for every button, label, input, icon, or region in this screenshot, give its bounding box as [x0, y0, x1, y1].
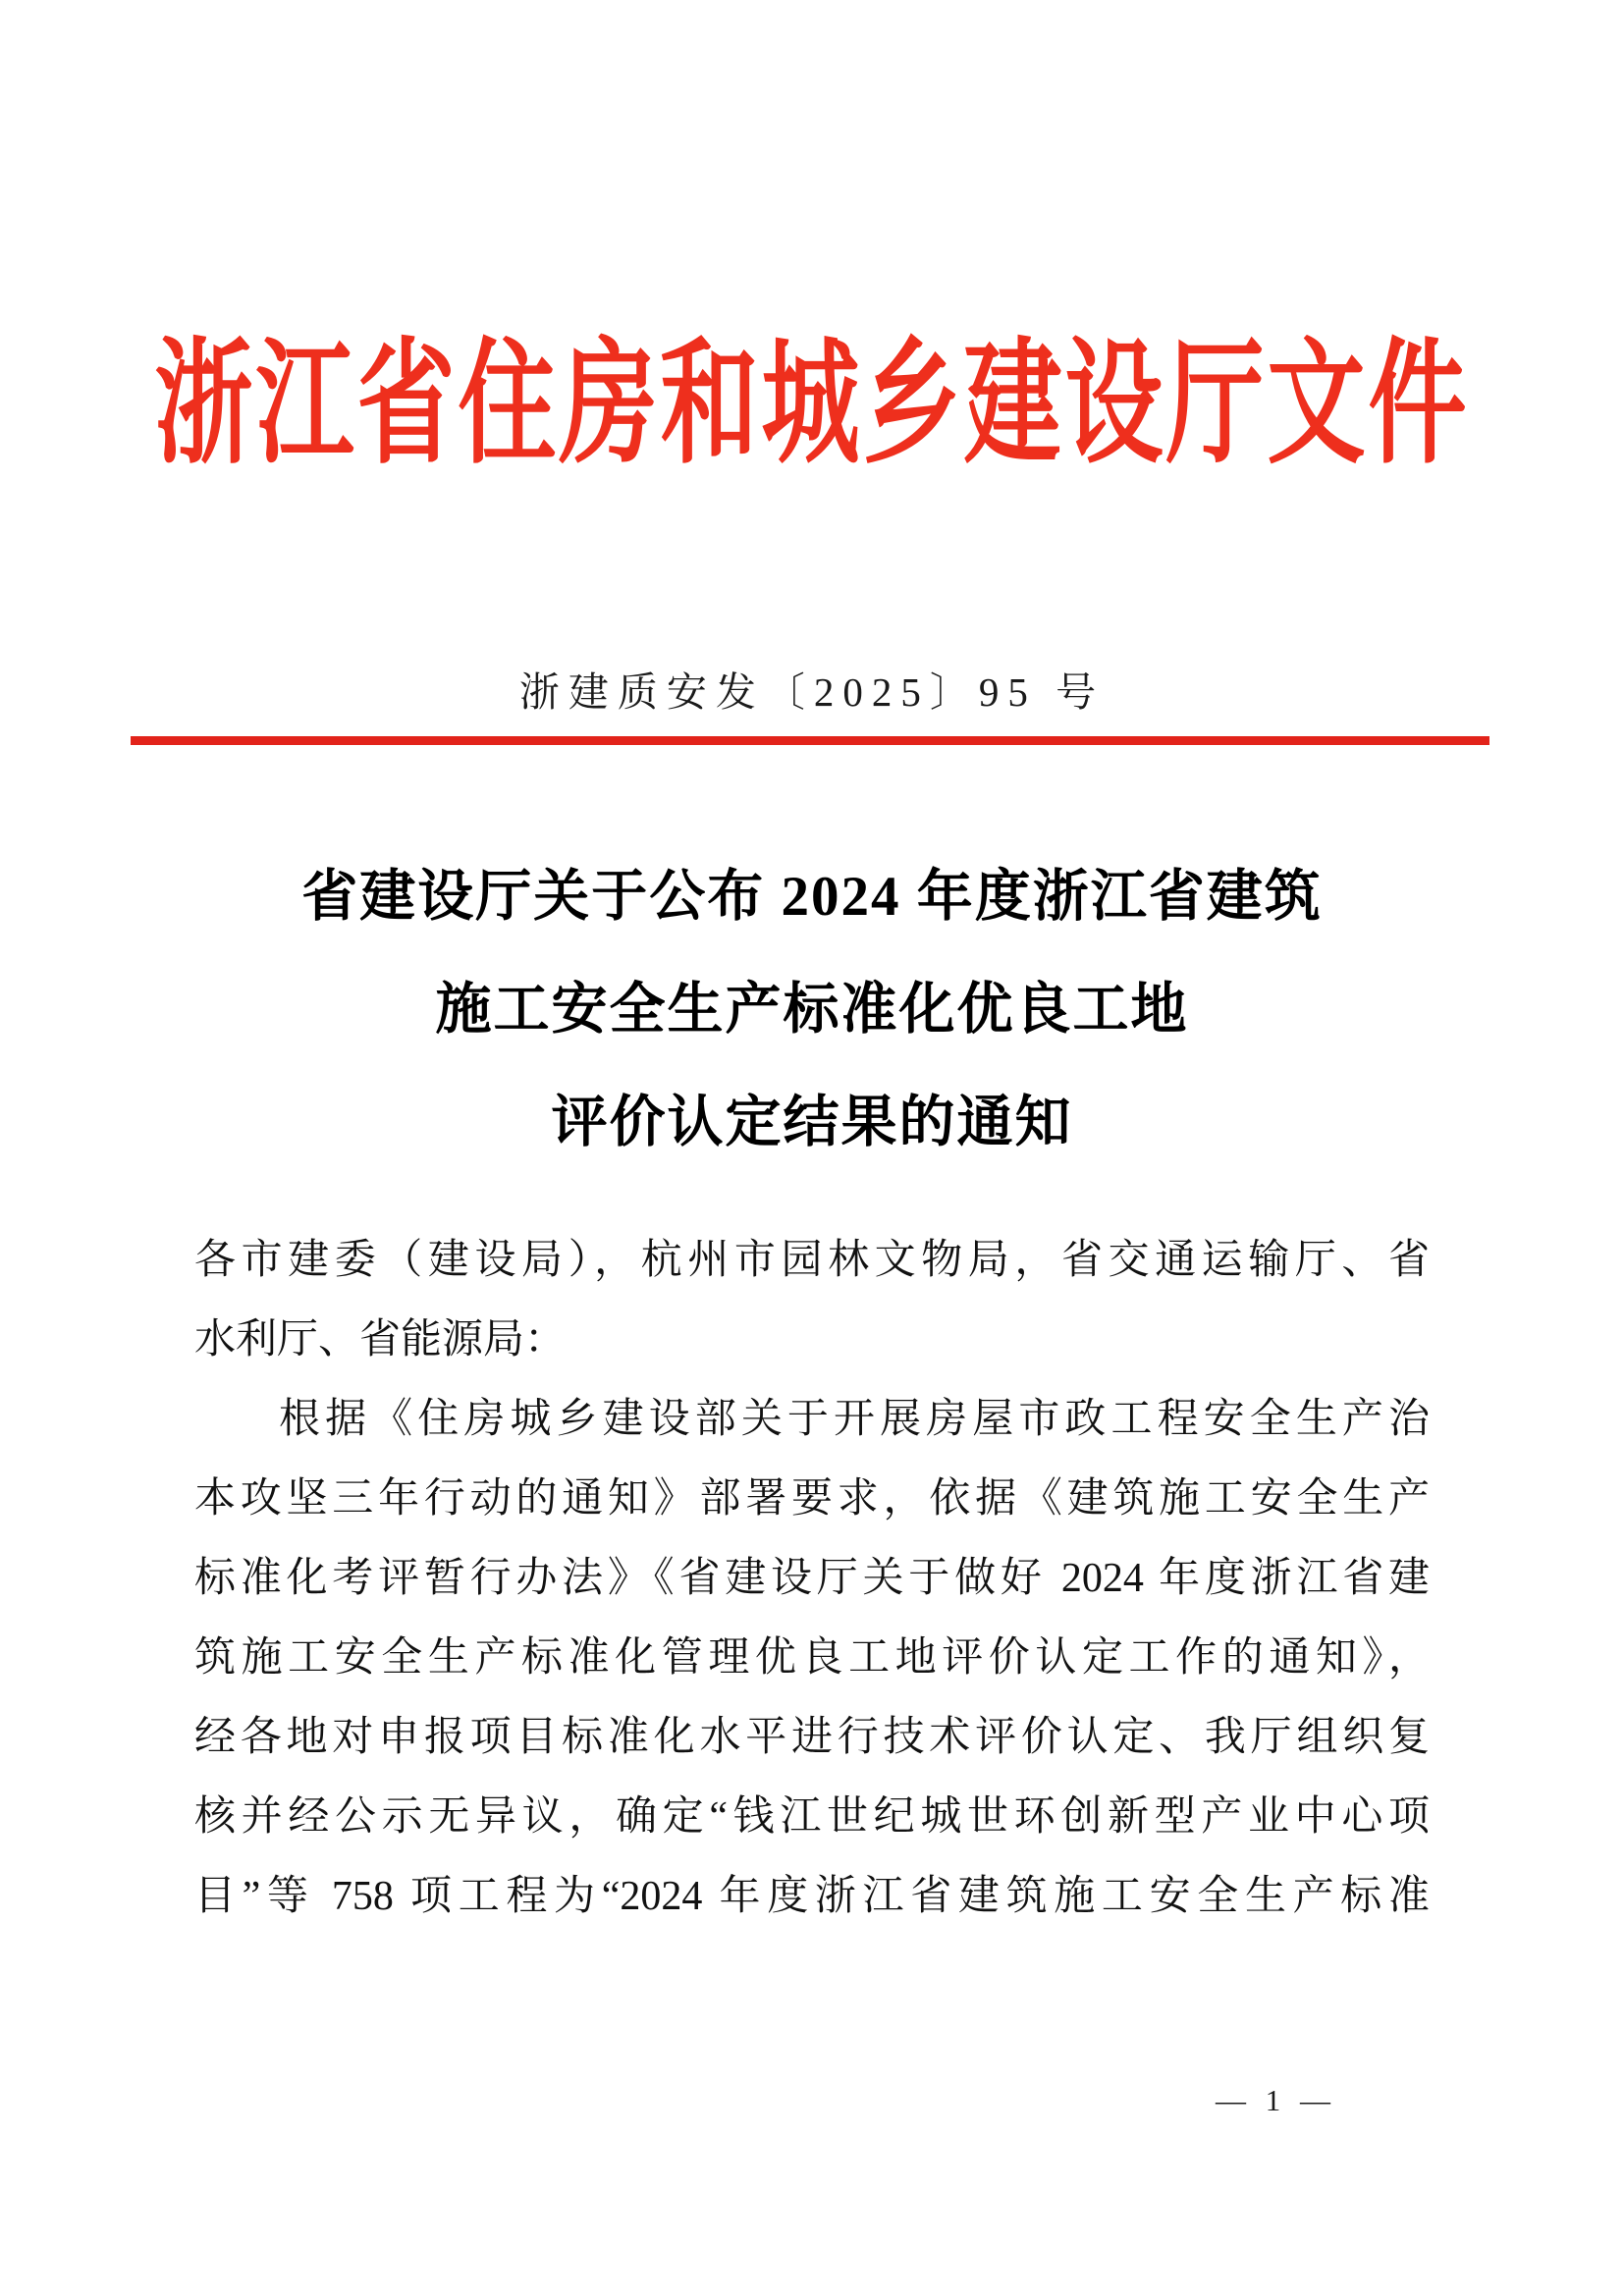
document-title-line: 施工安全生产标准化优良工地: [435, 979, 1189, 1041]
document-number: 浙建质安发〔2025〕95 号: [518, 669, 1106, 715]
page-number: — 1 —: [1216, 2083, 1336, 2117]
agency-banner-title: 浙江省住房和城乡建设厅文件: [154, 329, 1470, 481]
body-line: 标准化考评暂行办法》《省建设厅关于做好 2024 年度浙江省建: [194, 1556, 1430, 1601]
document-title: [0, 840, 1624, 1179]
body-line: 核并经公示无异议，确定“钱江世纪城世环创新型产业中心项: [194, 1794, 1430, 1840]
red-divider-rule: [131, 736, 1489, 745]
document-title-line: 省建设厅关于公布 2024 年度浙江省建筑: [301, 866, 1323, 928]
document-body: [194, 1221, 1430, 1937]
red-header-banner: [0, 294, 1624, 481]
body-line: 水利厅、省能源局：: [194, 1317, 567, 1362]
body-line: 根据《住房城乡建设部关于开展房屋市政工程安全生产治: [279, 1397, 1430, 1442]
body-line: 筑施工安全生产标准化管理优良工地评价认定工作的通知》，: [194, 1635, 1430, 1681]
body-line: 本攻坚三年行动的通知》部署要求，依据《建筑施工安全生产: [194, 1476, 1430, 1522]
body-line: 各市建委（建设局），杭州市园林文物局，省交通运输厅、省: [194, 1238, 1430, 1283]
body-line: 目”等 758 项工程为“2024 年度浙江省建筑施工安全生产标准: [194, 1874, 1430, 1919]
document-title-line: 评价认定结果的通知: [551, 1092, 1073, 1153]
body-line: 经各地对申报项目标准化水平进行技术评价认定、我厅组织复: [194, 1715, 1430, 1760]
